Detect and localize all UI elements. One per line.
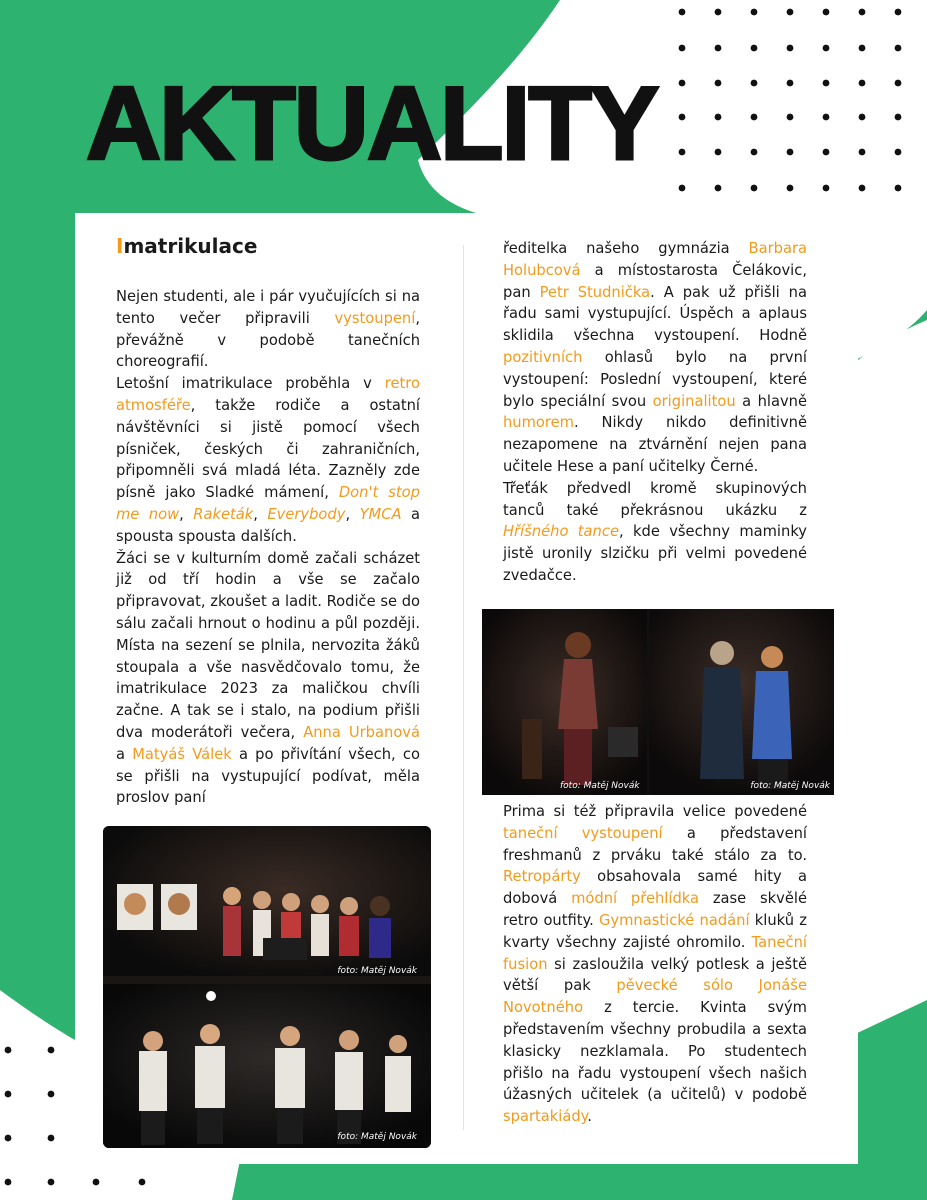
highlight: pozitivních bbox=[503, 348, 583, 366]
paragraph bbox=[116, 373, 420, 547]
photo-collage-right bbox=[482, 609, 834, 795]
text: , kde všechny maminky jistě uronily slzičku při velmi povedené zvedačce. bbox=[503, 523, 807, 584]
heading-initial: I bbox=[116, 234, 124, 258]
highlight: humorem bbox=[503, 414, 574, 432]
text: si zasloužila velký potlesk a ještě větší pak bbox=[503, 955, 807, 995]
highlight: Barbara Holubcová bbox=[503, 240, 807, 279]
photo-credit: foto: Matěj Novák bbox=[337, 1132, 417, 1142]
article-heading bbox=[116, 234, 257, 258]
text: , bbox=[253, 505, 268, 523]
stage-photo-dancers bbox=[103, 826, 431, 1148]
article-column-2-bottom bbox=[503, 801, 807, 1128]
highlight: Taneční fusion bbox=[503, 933, 807, 973]
text: a bbox=[116, 745, 133, 763]
highlight: spartakiády bbox=[503, 1108, 588, 1126]
text: zase skvělé retro outfity. bbox=[503, 890, 808, 929]
highlight: Anna Urbanová bbox=[303, 723, 420, 741]
highlight: retro atmosféře bbox=[116, 375, 420, 414]
song-title: Don't stop me now bbox=[116, 484, 420, 523]
photo-collage-left bbox=[103, 826, 431, 1148]
highlight: Gymnastické nadání bbox=[599, 911, 750, 929]
text: , převážně v podobě tanečních choreografií. bbox=[116, 309, 420, 371]
text: ředitelka našeho gymnázia bbox=[503, 240, 749, 257]
highlight: Retropárty bbox=[503, 868, 581, 886]
highlight: pěvecké sólo Jonáše Novotného bbox=[503, 977, 807, 1017]
text: z tercie. Kvinta svým představením všechny probudila a sexta klasicky nezklamala. Po studentech přišlo na řadu vystoupení všech našich úžasných učitelek (a učitelů) v podobě bbox=[503, 999, 807, 1104]
text: . Nikdy nikdo definitivně nezapomene na ztvárnění nejen pana učitele Hese a paní učitelky Černé. bbox=[503, 414, 807, 475]
paragraph bbox=[116, 286, 420, 373]
paragraph bbox=[503, 238, 807, 478]
text: Letošní imatrikulace proběhla v bbox=[116, 375, 385, 393]
highlight: Matyáš Válek bbox=[132, 745, 232, 763]
highlight: Petr Studnička bbox=[539, 283, 651, 301]
stage-photo-hosts bbox=[482, 609, 834, 795]
page-title: AKTUALITY bbox=[86, 66, 658, 182]
text: a po přivítání všech, co se přišli na vystupující podívat, měla proslov paní bbox=[116, 745, 420, 807]
photo-credit: foto: Matěj Novák bbox=[750, 781, 830, 791]
text: Třeťák předvedl kromě skupinových tanců také překrásnou ukázku z bbox=[503, 479, 807, 519]
paragraph bbox=[503, 478, 807, 587]
paragraph bbox=[116, 548, 420, 810]
text: , bbox=[345, 505, 360, 523]
text: kluků z kvarty všechny zajisté ohromilo. bbox=[503, 911, 807, 951]
text: a hlavně bbox=[735, 392, 807, 410]
highlight: módní přehlídka bbox=[571, 890, 700, 908]
text: Žáci se v kulturním domě začali scházet již od tří hodin a vše se začalo připravovat, zkoušet a ladit. Rodiče se do sálu začali hrnout o hodinu a půl později. Místa na sezení se plnila, nervozita žáků stoupala a vše nasvědčovalo tomu, že imatrikulace 2023 za maličkou chvíli začne. A tak se i stalo, na podium přišli dva moderátoři večera, bbox=[116, 549, 421, 741]
text: , bbox=[179, 505, 194, 523]
text: . bbox=[587, 1108, 592, 1126]
text: , takže rodiče a ostatní návštěvníci si jistě pomocí všech písniček, českých či zahraničních, připomněli svá mladá léta. Zazněly zde písně jako Sladké mámení, bbox=[116, 396, 420, 502]
photo-credit: foto: Matěj Novák bbox=[337, 966, 417, 976]
heading-rest: matrikulace bbox=[123, 234, 258, 258]
text: . A pak už přišli na řadu sami vystupující. Úspěch a aplaus sklidila všechna vystoupení. Hodně bbox=[503, 283, 807, 345]
song-title: YMCA bbox=[359, 505, 402, 523]
highlight: vystoupení bbox=[334, 309, 416, 327]
photo-credit: foto: Matěj Novák bbox=[560, 781, 640, 791]
highlight: originalitou bbox=[652, 392, 736, 410]
song-title: Raketák bbox=[193, 505, 254, 523]
text: a místostarosta Čelákovic, pan bbox=[503, 261, 807, 301]
text: a spousta spousta dalších. bbox=[116, 505, 420, 545]
article-column-1 bbox=[116, 286, 420, 809]
text: a představení freshmanů z prváku také stálo za to. bbox=[503, 824, 808, 864]
article-column-2-top bbox=[503, 238, 807, 587]
column-divider bbox=[463, 245, 464, 1130]
text: obsahovala samé hity a dobová bbox=[503, 868, 807, 908]
text: Prima si též připravila velice povedené bbox=[503, 803, 807, 820]
highlight: taneční vystoupení bbox=[503, 824, 663, 842]
dot-grid-top-right bbox=[670, 0, 910, 200]
paragraph bbox=[503, 801, 807, 1128]
song-title: Everybody bbox=[267, 505, 346, 523]
text: ohlasů bylo na první vystoupení: Poslední vystoupení, které bylo speciální svou bbox=[503, 348, 807, 410]
text: Nejen studenti, ale i pár vyučujících si na tento večer připravili bbox=[116, 288, 420, 327]
highlight: Hříšného tance bbox=[503, 523, 619, 541]
